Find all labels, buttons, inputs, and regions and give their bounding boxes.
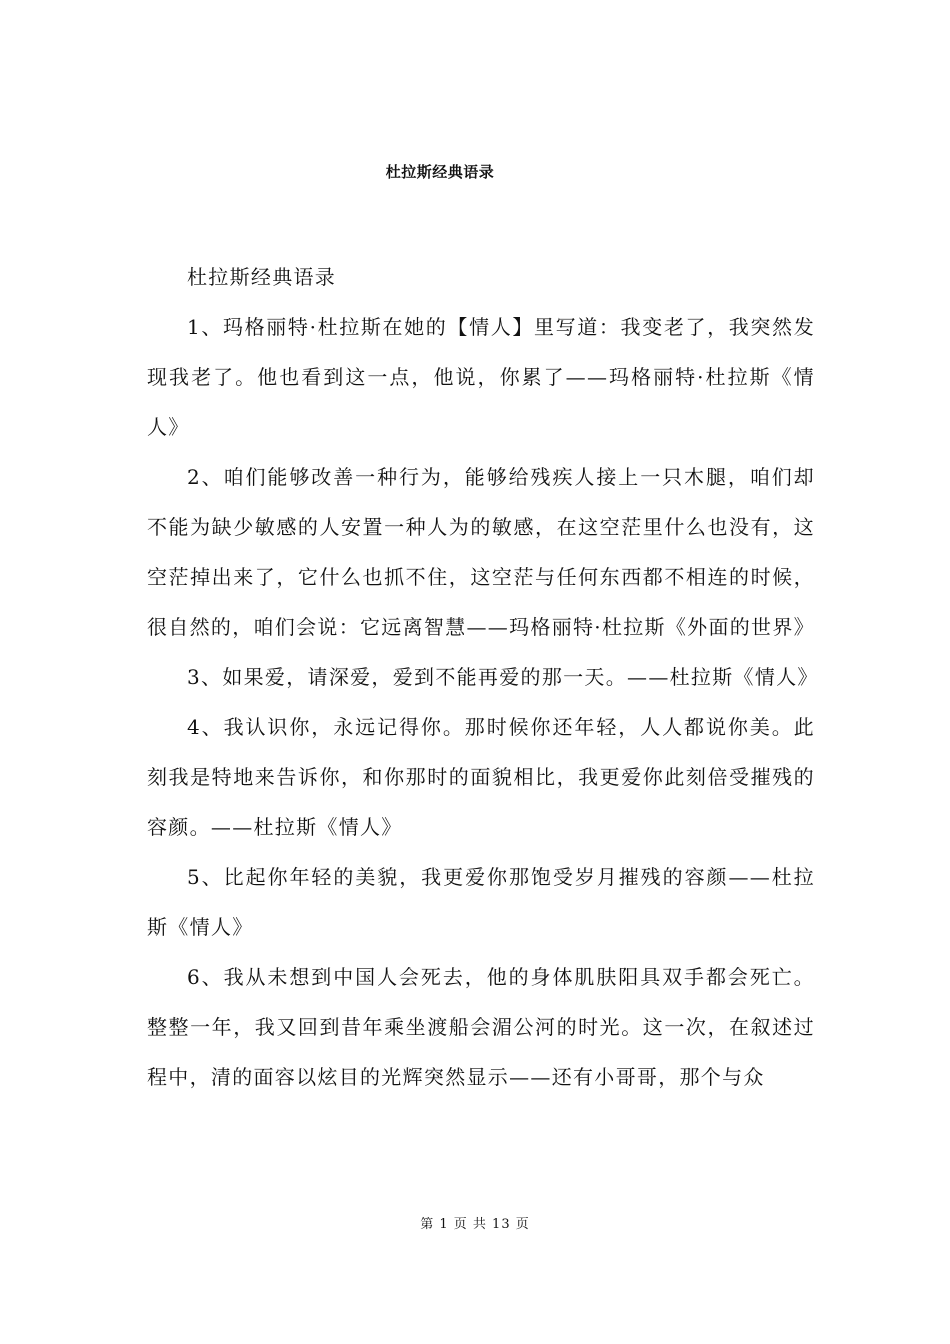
paragraph-quote-2: 2、咱们能够改善一种行为，能够给残疾人接上一只木腿，咱们却不能为缺少敏感的人安置一种人为的敏感，在这空茫里什么也没有，这空茫掉出来了，它什么也抓不住，这空茫与任何东西都不相连的时候，很自然的，咱们会说：它远离智慧——玛格丽特·杜拉斯《外面的世界》 bbox=[147, 465, 815, 639]
paragraph-heading: 杜拉斯经典语录 bbox=[187, 265, 337, 289]
page-footer: 第 1 页 共 13 页 bbox=[420, 1217, 530, 1232]
paragraph-quote-3: 3、如果爱，请深爱，爱到不能再爱的那一天。——杜拉斯《情人》 bbox=[187, 665, 819, 689]
document-body bbox=[147, 252, 819, 1102]
paragraph-quote-4: 4、我认识你，永远记得你。那时候你还年轻，人人都说你美。此刻我是特地来告诉你，和你那时的面貌相比，我更爱你此刻倍受摧残的容颜。——杜拉斯《情人》 bbox=[147, 715, 815, 839]
document-title: 杜拉斯经典语录 bbox=[385, 163, 495, 181]
paragraph-quote-1: 1、玛格丽特·杜拉斯在她的【情人】里写道：我变老了，我突然发现我老了。他也看到这一点，他说，你累了——玛格丽特·杜拉斯《情人》 bbox=[147, 315, 815, 439]
paragraph-quote-5: 5、比起你年轻的美貌，我更爱你那饱受岁月摧残的容颜——杜拉斯《情人》 bbox=[147, 865, 815, 939]
paragraph-quote-6: 6、我从未想到中国人会死去，他的身体肌肤阳具双手都会死亡。整整一年，我又回到昔年乘坐渡船会湄公河的时光。这一次，在叙述过程中，清的面容以炫目的光辉突然显示——还有小哥哥，那个与众 bbox=[147, 965, 815, 1089]
